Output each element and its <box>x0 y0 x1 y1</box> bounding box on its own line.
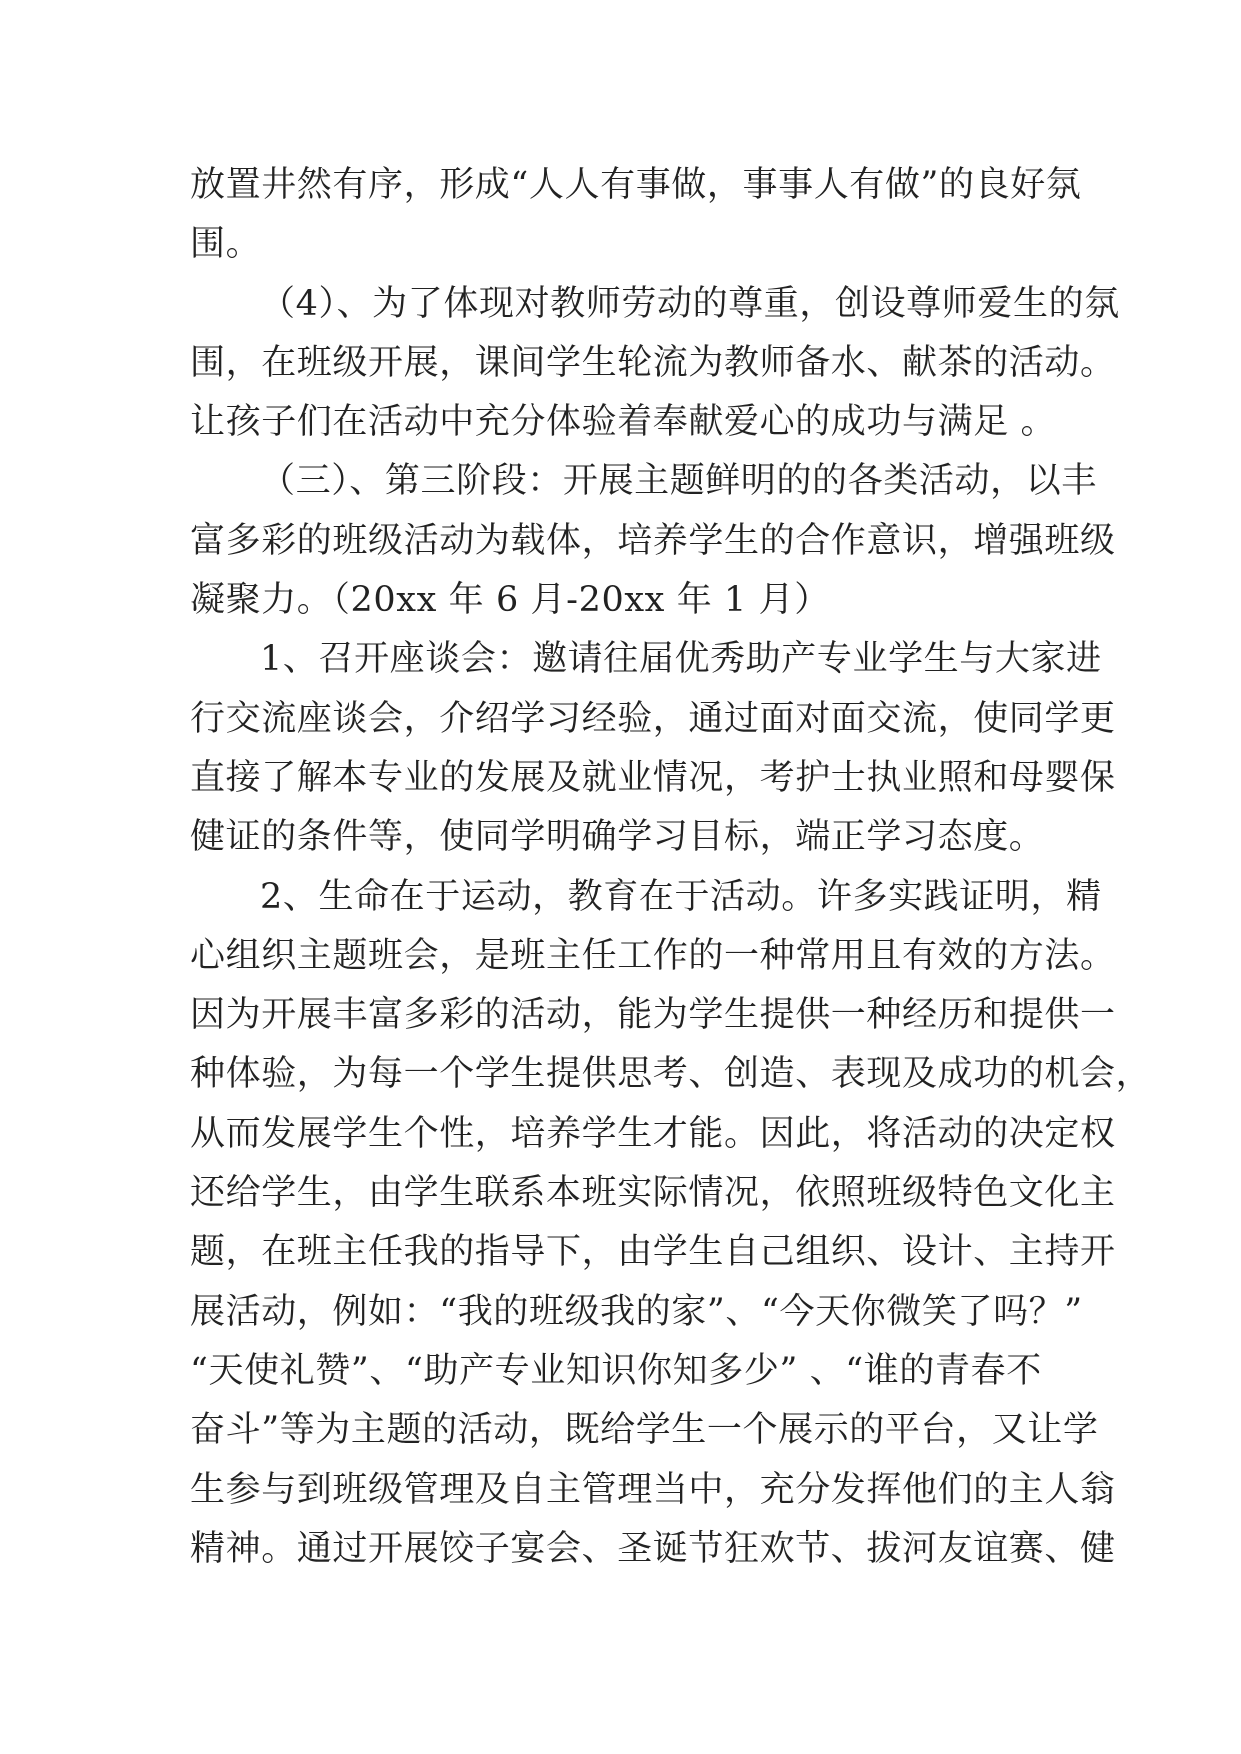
text-line: 直接了解本专业的发展及就业情况，考护士执业照和母婴保 <box>190 757 1116 798</box>
text-line: 还给学生，由学生联系本班实际情况，依照班级特色文化主 <box>190 1173 1116 1214</box>
text-line: 围。 <box>190 224 262 265</box>
text-line: 从而发展学生个性，培养学生才能。因此，将活动的决定权 <box>190 1113 1116 1154</box>
paragraph-start-line: 1、召开座谈会：邀请往届优秀助产专业学生与大家进 <box>260 639 1102 680</box>
text-line: 富多彩的班级活动为载体，培养学生的合作意识，增强班级 <box>190 520 1116 561</box>
text-line: 放置井然有序，形成“人人有事做，事事人有做”的良好氛 <box>190 165 1082 205</box>
body-text <box>190 156 1152 1579</box>
paragraph-start-line: 2、生命在于运动，教育在于活动。许多实践证明，精 <box>260 876 1102 917</box>
text-line: 因为开展丰富多彩的活动，能为学生提供一种经历和提供一 <box>190 995 1116 1036</box>
text-line: 让孩子们在活动中充分体验着奉献爱心的成功与满足 。 <box>190 402 1057 443</box>
text-line: 行交流座谈会，介绍学习经验，通过面对面交流，使同学更 <box>190 698 1116 739</box>
text-line: 健证的条件等，使同学明确学习目标，端正学习态度。 <box>190 817 1045 858</box>
text-line: 围，在班级开展，课间学生轮流为教师备水、献茶的活动。 <box>190 342 1116 383</box>
text-line: “天使礼赞”、“助产专业知识你知多少” 、“谁的青春不 <box>190 1350 1042 1391</box>
text-line: 种体验，为每一个学生提供思考、创造、表现及成功的机会， <box>190 1054 1152 1095</box>
section-heading-line: （三）、第三阶段：开展主题鲜明的的各类活动，以丰 <box>260 461 1097 502</box>
paragraph-start-line: （4）、为了体现对教师劳动的尊重，创设尊师爱生的氛 <box>260 283 1120 324</box>
text-line: 凝聚力。（20xx 年 6 月-20xx 年 1 月） <box>190 580 830 621</box>
text-line: 奋斗”等为主题的活动，既给学生一个展示的平台，又让学 <box>190 1410 1099 1451</box>
text-line: 生参与到班级管理及自主管理当中，充分发挥他们的主人翁 <box>190 1469 1116 1510</box>
text-line: 精神。通过开展饺子宴会、圣诞节狂欢节、拔河友谊赛、健 <box>190 1528 1116 1569</box>
text-line: 心组织主题班会，是班主任工作的一种常用且有效的方法。 <box>190 935 1116 976</box>
text-line: 展活动，例如：“我的班级我的家”、“今天你微笑了吗？” <box>190 1291 1083 1332</box>
text-line: 题，在班主任我的指导下，由学生自己组织、设计、主持开 <box>190 1232 1116 1273</box>
